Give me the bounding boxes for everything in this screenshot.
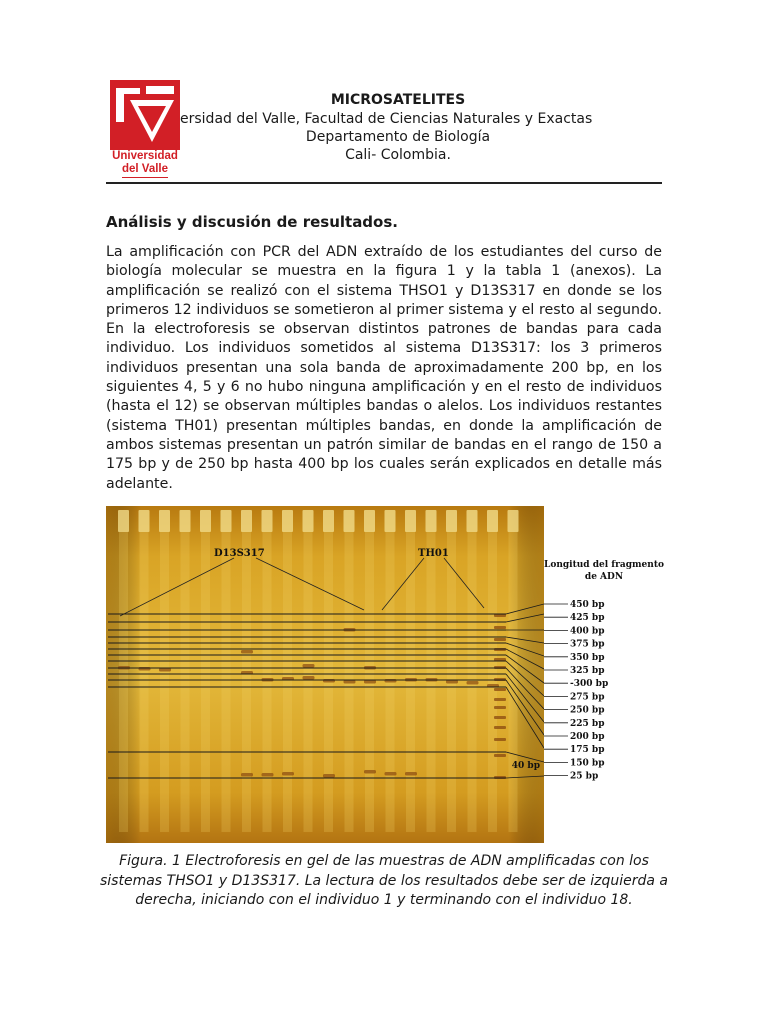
gel-well	[282, 510, 293, 532]
sample-band	[282, 772, 294, 776]
ladder-band	[494, 776, 506, 779]
size-label: 400 bp	[570, 626, 605, 637]
gel-well	[180, 510, 191, 532]
gel-lane	[119, 532, 128, 832]
size-label: 450 bp	[570, 600, 605, 610]
logo-line2: del Valle	[122, 163, 168, 178]
gel-lane	[406, 532, 415, 832]
gel-well	[364, 510, 375, 532]
gel-well	[385, 510, 396, 532]
size-label: 150 bp	[570, 758, 605, 769]
legend-title-line2: de ADN	[584, 572, 624, 582]
size-labels	[544, 600, 608, 782]
gel-well	[241, 510, 252, 532]
sample-band	[467, 681, 479, 685]
sample-band	[385, 679, 397, 683]
city-line: Cali- Colombia.	[345, 147, 451, 163]
gel-lane	[140, 532, 149, 832]
gel-well	[426, 510, 437, 532]
gel-well	[159, 510, 170, 532]
size-label: 225 bp	[570, 718, 605, 729]
sample-band	[323, 774, 335, 778]
gel-lane	[201, 532, 210, 832]
logo-line1: Universidad	[112, 150, 178, 162]
legend-title-line1: Longitud del fragmento	[544, 560, 664, 570]
gel-lane	[509, 532, 518, 832]
ladder-band	[494, 678, 506, 681]
figure-caption: Figura. 1 Electroforesis en gel de las muestras de ADN amplificadas con los sistemas THSO1 y D13S317. La lectura de los resultados debe ser de izquierda a derecha, iniciando con el individuo 1 y terminando con el individuo 18.	[100, 853, 669, 908]
document-title: MICROSATELITES	[330, 92, 466, 108]
sample-band	[323, 679, 335, 683]
size-label: 175 bp	[570, 745, 605, 756]
gel-well	[323, 510, 334, 532]
size-label: 25 bp	[570, 771, 599, 782]
electrophoresis-gel-image	[106, 506, 544, 843]
gel-well	[487, 510, 498, 532]
gel-well	[303, 510, 314, 532]
sample-band	[446, 680, 458, 684]
gel-lane	[283, 532, 292, 832]
size-label: 275 bp	[570, 692, 605, 703]
section-heading: Análisis y discusión de resultados.	[106, 213, 398, 231]
size-label: 325 bp	[570, 666, 605, 676]
size-label: 350 bp	[570, 652, 605, 663]
sample-band	[364, 680, 376, 684]
gel-well	[446, 510, 457, 532]
header-divider	[106, 182, 662, 184]
gel-lane	[427, 532, 436, 832]
marker-40bp-label: 40 bp	[511, 761, 540, 771]
sample-band	[262, 773, 274, 777]
ladder-band	[494, 726, 506, 729]
sample-band	[364, 770, 376, 774]
sample-band	[303, 664, 315, 668]
sample-band	[344, 680, 356, 684]
ladder-band	[494, 716, 506, 719]
sample-band	[159, 668, 171, 672]
results-paragraph: La amplificación con PCR del ADN extraído de los estudiantes del curso de biología molecular se muestra en la figura 1 y la tabla 1 (anexos). La amplificación se realizó con el sistema THSO1 y D13S317 en donde se los primeros 12 individuos se sometieron al primer sistema y el resto al segundo. En la electroforesis se observan distintos patrones de bandas para cada individuo. Los individuos sometidos al sistema D13S317: los 3 primeros individuos presentan una sola banda de aproximadamente 200 bp, en los siguientes 4, 5 y 6 no hubo ninguna amplificación y en el resto de individuos (hasta el 12) se observan múltiples bandas o alelos. Los individuos restantes (sistema TH01) presentan múltiples bandas, en donde la amplificación de ambos sistemas presentan un patrón similar de bandas en el rango de 150 a 175 bp y de 250 bp hasta 400 bp los cuales serán explicados en detalle más adelante.	[106, 244, 662, 492]
gel-lane	[263, 532, 272, 832]
label-d13s317: D13S317	[214, 548, 265, 559]
gel-well	[405, 510, 416, 532]
size-label: -300 bp	[570, 679, 609, 690]
ladder-band	[494, 698, 506, 701]
ladder-band	[494, 666, 506, 669]
gel-well	[344, 510, 355, 532]
sample-band	[241, 773, 253, 777]
gel-well	[467, 510, 478, 532]
ladder-band	[494, 658, 506, 661]
ladder-band	[494, 688, 506, 691]
gel-well	[262, 510, 273, 532]
gel-lane	[304, 532, 313, 832]
gel-lane	[488, 532, 497, 832]
ladder-band	[494, 738, 506, 741]
sample-band	[303, 676, 315, 680]
gel-well	[139, 510, 150, 532]
gel-lane	[242, 532, 251, 832]
sample-band	[385, 772, 397, 776]
university-line: ersidad del Valle, Facultad de Ciencias Naturales y Exactas	[180, 111, 593, 127]
fragment-size-legend	[544, 506, 664, 843]
ladder-band	[494, 648, 506, 651]
size-label: 375 bp	[570, 639, 605, 650]
label-th01: TH01	[418, 548, 449, 559]
size-label: 425 bp	[570, 613, 605, 624]
sample-band	[139, 667, 151, 671]
ladder-band	[494, 614, 506, 617]
size-label: 250 bp	[570, 705, 605, 716]
gel-well	[508, 510, 519, 532]
sample-band	[241, 650, 253, 654]
gel-lane	[181, 532, 190, 832]
sample-band	[405, 772, 417, 776]
gel-well	[221, 510, 232, 532]
ladder-band	[494, 706, 506, 709]
gel-lane	[160, 532, 169, 832]
size-label: 200 bp	[570, 732, 605, 742]
gel-lane	[222, 532, 231, 832]
ladder-band	[494, 626, 506, 629]
ladder-band	[494, 638, 506, 641]
gel-well	[200, 510, 211, 532]
ladder-band	[494, 754, 506, 757]
gel-well	[118, 510, 129, 532]
department-line: Departamento de Biología	[305, 129, 491, 145]
